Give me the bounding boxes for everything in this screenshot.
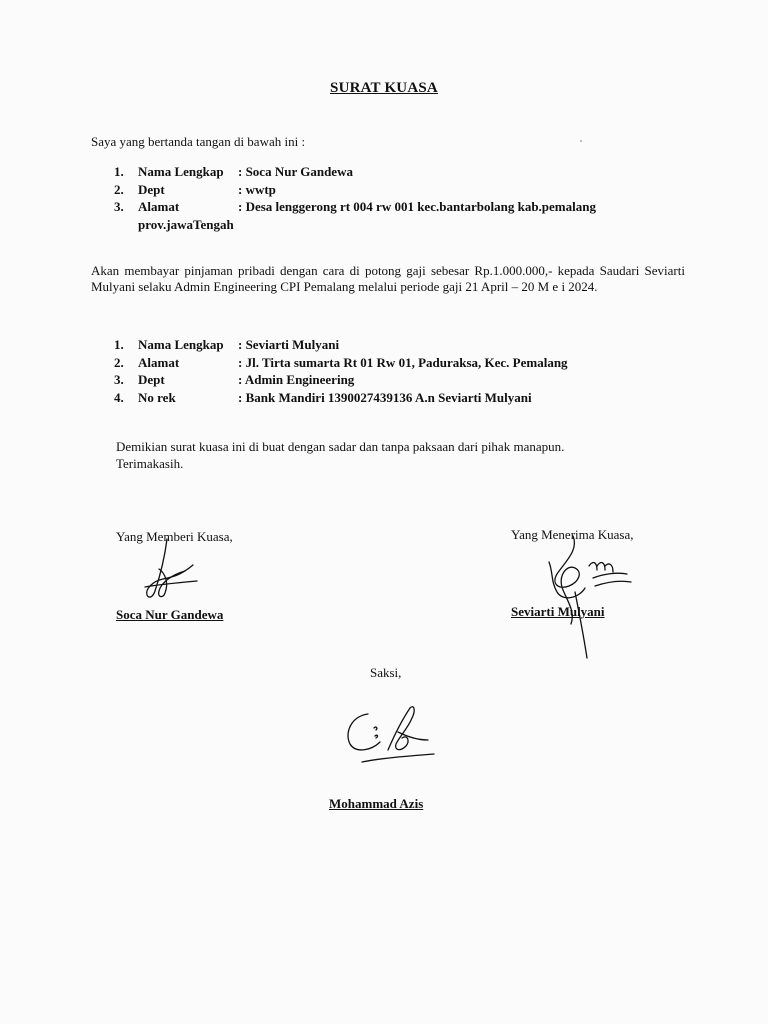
- giver-caption: Yang Memberi Kuasa,: [116, 529, 233, 544]
- giver-name: Soca Nur Gandewa: [116, 607, 224, 622]
- scan-speck: [580, 140, 582, 142]
- field-value: : Desa lenggerong rt 004 rw 001 kec.bantarbolang kab.pemalang: [238, 199, 596, 214]
- thanks-text: Terimakasih.: [116, 456, 184, 471]
- field-label: Alamat: [138, 354, 180, 370]
- witness-signature-image: [338, 702, 438, 772]
- payment-paragraph: Akan membayar pinjaman pribadi dengan cara di potong gaji sebesar Rp.1.000.000,- kepada Saudari Seviarti Mulyani selaku Admin Engineering CPI Pemalang melalui periode gaji 21 April – 20 M e i 2024.: [91, 263, 685, 294]
- grantee-details: [114, 336, 568, 406]
- field-label: Dept: [138, 181, 165, 197]
- row-number: 1.: [114, 337, 124, 352]
- field-value: : Admin Engineering: [238, 372, 355, 387]
- field-label: Alamat: [138, 199, 180, 214]
- receiver-name: Seviarti Mulyani: [511, 604, 605, 619]
- row-number: 1.: [114, 164, 124, 179]
- row-number: 2.: [114, 354, 124, 370]
- receiver-caption: Yang Menerima Kuasa,: [511, 527, 634, 542]
- row-number: 3.: [114, 372, 124, 387]
- document-title: SURAT KUASA: [330, 80, 438, 96]
- giver-signature-image: [135, 535, 210, 605]
- field-label: Nama Lengkap: [138, 337, 224, 352]
- row-number: 4.: [114, 389, 124, 405]
- grantor-row-name: [114, 163, 596, 181]
- grantor-address-continuation: prov.jawaTengah: [138, 216, 234, 232]
- grantor-row-dept: [114, 181, 596, 199]
- witness-name: Mohammad Azis: [329, 796, 424, 811]
- grantee-row-account: [114, 389, 568, 407]
- field-value: : Bank Mandiri 1390027439136 A.n Seviarti Mulyani: [238, 389, 532, 405]
- grantor-details: [114, 163, 596, 233]
- field-label: No rek: [138, 389, 176, 405]
- field-value: : Soca Nur Gandewa: [238, 164, 353, 179]
- receiver-signature-image: [535, 532, 635, 660]
- field-value: : Jl. Tirta sumarta Rt 01 Rw 01, Paduraksa, Kec. Pemalang: [238, 354, 568, 370]
- intro-text: Saya yang bertanda tangan di bawah ini :: [91, 134, 306, 149]
- field-value: : Seviarti Mulyani: [238, 337, 340, 352]
- grantee-row-name: [114, 336, 568, 354]
- grantee-row-address: [114, 354, 568, 372]
- field-label: Dept: [138, 372, 165, 387]
- grantee-row-dept: [114, 371, 568, 389]
- field-label: Nama Lengkap: [138, 164, 224, 179]
- witness-caption: Saksi,: [370, 665, 402, 680]
- field-value: : wwtp: [238, 181, 276, 197]
- row-number: 3.: [114, 199, 124, 214]
- grantor-row-address: [114, 198, 596, 216]
- row-number: 2.: [114, 181, 124, 197]
- closing-statement: Demikian surat kuasa ini di buat dengan sadar dan tanpa paksaan dari pihak manapun.: [116, 439, 565, 454]
